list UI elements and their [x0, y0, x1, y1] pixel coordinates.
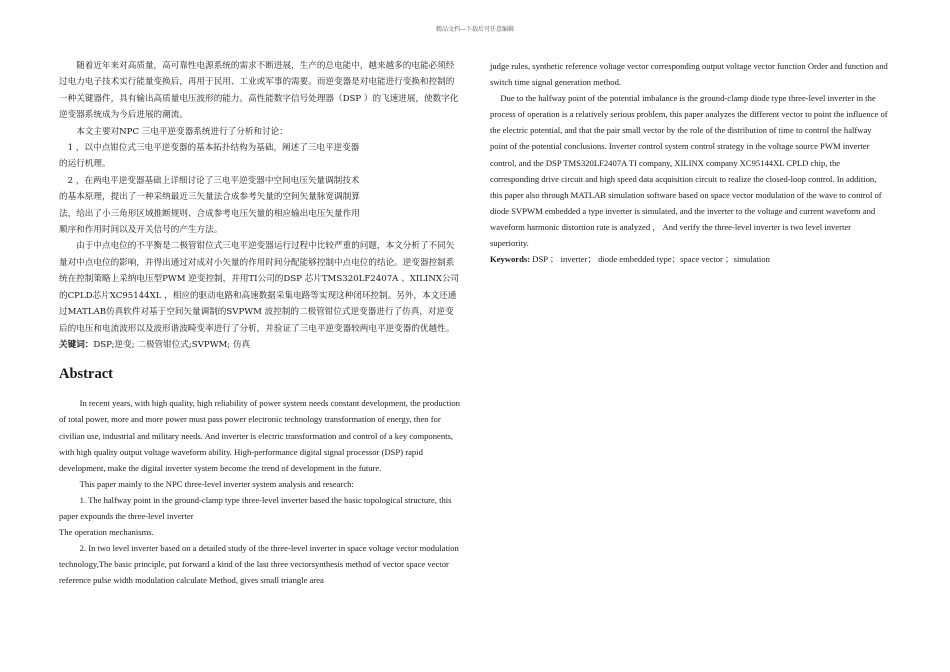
right-column	[490, 58, 890, 267]
abstract-title: Abstract	[59, 366, 113, 383]
cn-paragraph: 2 ，在两电平逆变器基础上详细讨论了三电平逆变器中空间电压矢量调制技术	[67, 175, 360, 186]
en-paragraph: The operation mechanisms.	[59, 527, 154, 538]
chinese-abstract	[59, 58, 461, 353]
cn-paragraph: 顺序和作用时间以及开关信号的产生方法。	[59, 225, 223, 236]
en-paragraph: judge rules, synthetic reference voltage vector corresponding output voltage vector function Order and function and switch time signal generation method.	[490, 61, 888, 88]
cn-paragraph: 随着近年来对高质量，高可靠性电源系统的需求不断进展，生产的总电能中，越来越多的电能必须经过电力电子技术实行能量变换后，再用于民用、工业或军事的需要。而逆变器是对电能进行变换和控制的一种关键器件，具有输出高质量电压波形的能力。高性能数字信号处理器（DSP ）的飞速进展，使数字化逆变器系统成为今后进展的潮流。	[59, 61, 459, 121]
en-paragraph: In recent years, with high quality, high reliability of power system needs constant development, the production of total power, more and more power must pass power electronic technology transformation of energy, then for civilian use, industrial and military needs. And inverter is electric transformation and control of a key components, with high quality output voltage waveform ability. High-performance digital signal processor (DSP) rapid development, make the digital inverter system become the trend of development in the future.	[59, 398, 460, 473]
cn-keywords-text: DSP;逆变; 二极管钳位式;SVPWM; 仿真	[93, 339, 251, 350]
cn-paragraph: 本文主要对NPC 三电平逆变器系统进行了分析和讨论：	[76, 126, 288, 137]
cn-paragraph: 的基本原理，提出了一种采纳最近三矢量法合成参考矢量的空间矢量脉宽调制算	[59, 192, 360, 203]
en-paragraph: This paper mainly to the NPC three-level inverter system analysis and research:	[79, 478, 354, 489]
left-column	[59, 58, 461, 588]
cn-paragraph: 1 ，以中点钳位式三电平逆变器的基本拓扑结构为基础，阐述了三电平逆变器	[67, 143, 360, 154]
english-abstract	[59, 395, 461, 588]
en-paragraph: 2. In two level inverter based on a detailed study of the three-level inverter in space voltage vector modulation technology,The basic principle, put forward a kind of the last three vectorsynthesis method of vector space vector reference pulse width modulation calculate Method, gives small triangle area	[59, 543, 459, 586]
page-header: 精品文档---下载后可任意编辑	[435, 26, 515, 33]
cn-keywords-label: 关键词：	[59, 339, 94, 350]
en-keywords-label: Keywords:	[490, 254, 531, 265]
cn-keywords	[59, 337, 461, 353]
en-paragraph: Due to the halfway point of the potential imbalance is the ground-clamp diode type three-level inverter in the process of operation is a relatively serious problem, this paper analyzes the different vector to point the influence of the electric potential, and that the pair small vector by the role of the distribution of time to control the halfway point of the potential conclusions. Inverter control system control strategy in the voltage source PWM inverter control, and the DSP TMS320LF2407A TI company, XILINX company XC95144XL CPLD chip, the corresponding drive circuit and high speed data acquisition circuit to realize the closed-loop control. In addition, this paper also through MATLAB simulation software based on space vector modulation of the wave to control of diode SVPWM embedded a type inverter is simulated, and the inverter to the voltage and current waveform and waveform harmonic distortion rate is analyzed ， And verify the three-level inverter is two level inverter superiority.	[490, 93, 888, 249]
en-paragraph: 1. The halfway point in the ground-clamp type three-level inverter based the basic topological structure, this paper expounds the three-level inverter	[59, 494, 452, 521]
cn-paragraph: 由于中点电位的不平衡是二极管钳位式三电平逆变器运行过程中比较严重的问题，本文分析了不同矢量对中点电位的影响，并得出通过对成对小矢量的作用时间分配能够控制中点电位的结论。逆变器控制系统在控制策略上采纳电压型PWM 逆变控制，并用TI公司的DSP 芯片TMS320LF2407A 、XILINX公司的CPLD芯片XC95144XL ，相应的驱动电路和高速数据采集电路等实现这种闭环控制。另外，本文还通过MATLAB仿真软件对基于空间矢量调制的SVPWM 波控制的二极管钳位式逆变器进行了仿真，对逆变后的电压和电流波形以及波形谐波畸变率进行了分析，并验证了三电平逆变器较两电平逆变器的优越性。	[59, 241, 460, 334]
en-keywords	[490, 251, 890, 267]
cn-paragraph: 法，给出了小三角形区域推断规则、合成参考电压矢量的相应输出电压矢量作用	[59, 208, 360, 219]
en-keywords-text: DSP ； inverter； diode embedded type；space vector ；simulation	[532, 254, 770, 265]
cn-paragraph: 的运行机理。	[59, 159, 111, 170]
